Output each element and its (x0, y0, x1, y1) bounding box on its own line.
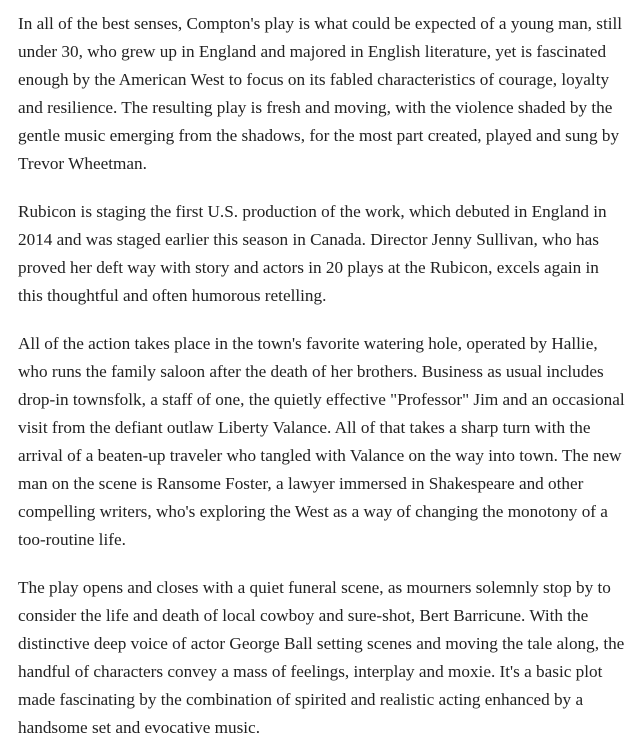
article-paragraph-2: Rubicon is staging the first U.S. production of the work, which debuted in England in 2014 and was staged earlier this season in Canada. Director Jenny Sullivan, who has proved her deft way with story and actors in 20 plays at the Rubicon, excels again in this thoughtful and often humorous retelling. (18, 202, 607, 305)
article-paragraph-1: In all of the best senses, Compton's play is what could be expected of a young man, still under 30, who grew up in England and majored in English literature, yet is fascinated enough by the American West to focus on its fabled characteristics of courage, loyalty and resilience. The resulting play is fresh and moving, with the violence shaded by the gentle music emerging from the shadows, for the most part created, played and sung by Trevor Wheetman. (18, 14, 623, 173)
article-paragraph-3: All of the action takes place in the town's favorite watering hole, operated by Hallie, who runs the family saloon after the death of her brothers. Business as usual includes drop-in townsfolk, a staff of one, the quietly effective "Professor" Jim and an occasional visit from the defiant outlaw Liberty Valance. All of that takes a sharp turn with the arrival of a beaten-up traveler who tangled with Valance on the way into town. The new man on the scene is Ransome Foster, a lawyer immersed in Shakespeare and other compelling writers, who's exploring the West as a way of changing the monotony of a too-routine life. (18, 334, 625, 549)
article-paragraph-4: The play opens and closes with a quiet funeral scene, as mourners solemnly stop by to consider the life and death of local cowboy and sure-shot, Bert Barricune. With the distinctive deep voice of actor George Ball setting scenes and moving the tale along, the handful of characters convey a mass of feelings, interplay and moxie. It's a basic plot made fascinating by the combination of spirited and realistic acting enhanced by a handsome set and evocative music. (18, 578, 625, 737)
